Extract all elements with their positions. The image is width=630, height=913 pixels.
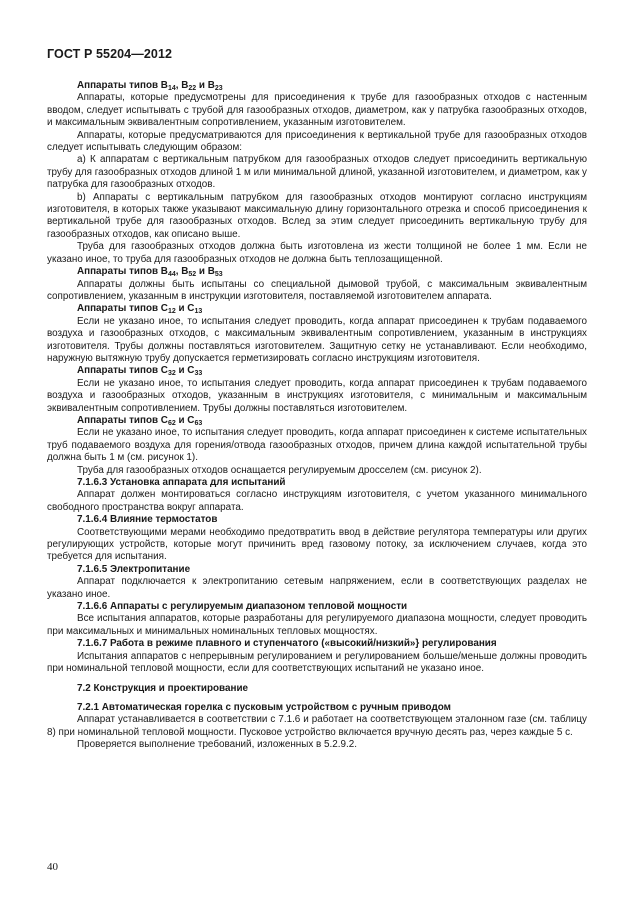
paragraph: Проверяется выполнение требований, изложенных в 5.2.9.2. [77, 739, 357, 751]
heading-7-1-6-3: 7.1.6.3 Установка аппарата для испытаний [77, 477, 286, 488]
heading-c62-c63: Аппараты типов $C_{62}$ и $C_{63}$ [77, 414, 203, 427]
paragraph: Аппарат подключается к электропитанию сетевым напряжением, если в соответствующих разделах не указано иное. [47, 576, 587, 600]
heading-7-1-6-5: 7.1.6.5 Электропитание [77, 563, 191, 575]
heading-7-1-6-6: 7.1.6.6 Аппараты с регулируемым диапазоном тепловой мощности [77, 601, 408, 613]
paragraph: Аппараты, которые предусматриваются для присоединения к вертикальной трубе для газообразных отходов следует испытывать следующим образом: [47, 129, 587, 154]
paragraph: Если не указано иное, то испытания следует проводить, когда аппарат присоединен к трубам подаваемого воздуха и газообразных отходов, указанным в инструкциях изготовителя, с минимальным и максимальным эквивалентным сопротивлением. Трубы должны поставляться изготовителем. [47, 377, 587, 414]
document-body [47, 80, 587, 752]
document-header: ГОСТ Р 55204—2012 [47, 47, 173, 61]
page-number: 40 [47, 861, 58, 873]
paragraph: Если не указано иное, то испытания следует проводить, когда аппарат присоединен к трубам подаваемого воздуха и газообразных отходов, с максимальным эквивалентным сопротивлением, указанным в инструкциях изготовителя. Трубы должны поставляться изготовителем. Защитную сетку не устанавливают. Если необходимо, наружную вытяжную трубу допускается герметизировать согласно инструкциям изготовителя. [47, 315, 587, 364]
paragraph: Аппарат устанавливается в соответствии с 7.1.6 и работает на соответствующем эталонном газе (см. таблицу 8) при номинальной тепловой мощности. Пусковое устройство включается вручную десять раз, через каждые 5 с. [47, 714, 587, 738]
list-item-a: a) К аппаратам с вертикальным патрубком для газообразных отходов следует присоединить вертикальную трубу для газообразных отходов длиной 1 м или минимальной длиной, указанной изготовителем, и диаметром, как у патрубка для газообразных отходов. [47, 154, 587, 191]
heading-7-2-1: 7.2.1 Автоматическая горелка с пусковым устройством с ручным приводом [77, 701, 451, 713]
heading-b14-b22-b23: Аппараты типов $B_{14}$, $B_{22}$ и $B_{23}$ [77, 80, 223, 92]
heading-7-1-6-7: 7.1.6.7 Работа в режиме плавного и ступенчатого («высокий/низкий»} регулирования [77, 638, 497, 650]
heading-c32-c33: Аппараты типов $C_{32}$ и $C_{33}$ [77, 365, 203, 378]
paragraph: Соответствующими мерами необходимо предотвратить ввод в действие регулятора температуры или других регулирующих устройств, которые могут причинить вред газовому потоку, за исключением случаев, когда это требуется для испытания. [47, 526, 587, 563]
paragraph: Аппараты должны быть испытаны со специальной дымовой трубой, с максимальным эквивалентным сопротивлением, указанным в инструкции изготовителя, поставляемой изготовителем аппарата. [47, 278, 587, 302]
heading-7-1-6-4: 7.1.6.4 Влияние термостатов [77, 514, 218, 526]
paragraph: Труба для газообразных отходов должна быть изготовлена из жести толщиной не более 1 мм. Если не указано иное, то труба для газообразных отходов не должна быть теплозащищенной. [47, 241, 587, 265]
paragraph: Если не указано иное, то испытания следует проводить, когда аппарат присоединен к системе испытательных труб подаваемого воздуха для горения/отвода газообразных отходов, причем длина каждой испытательной трубы должна быть 1 м (см. рисунок 1). [47, 427, 587, 464]
paragraph: Все испытания аппаратов, которые разработаны для регулируемого диапазона мощности, следует проводить при максимальных и минимальных номинальных тепловых мощностях. [47, 613, 587, 637]
paragraph: Аппарат должен монтироваться согласно инструкциям изготовителя, с учетом указанного минимального свободного пространства вокруг аппарата. [47, 489, 587, 513]
list-item-b: b) Аппараты с вертикальным патрубком для газообразных отходов монтируют согласно инструкциям изготовителя, в которых также указывают максимальную длину горизонтального отрезка и способ присоединения к вертикальной трубе для газообразных отходов. Вслед за этим следует присоединить вертикальную трубу для газообразных отходов, как описано выше. [47, 191, 587, 240]
paragraph: Аппараты, которые предусмотрены для присоединения к трубе для газообразных отходов с настенным вводом, следует испытывать с трубой для газообразных отходов, диаметром, как у патрубка газообразных отходов, и максимальным эквивалентным сопротивлением, указанным изготовителем. [47, 92, 587, 129]
paragraph: Испытания аппаратов с непрерывным регулированием и регулированием больше/меньше должны проводить при номинальной тепловой мощности, если для соответствующих испытаний не указано иное. [47, 650, 587, 675]
paragraph: Труба для газообразных отходов оснащается регулируемым дросселем (см. рисунок 2). [77, 464, 482, 476]
section-heading-7-2: 7.2 Конструкция и проектирование [77, 682, 249, 694]
heading-b44-b52-b53: Аппараты типов $B_{44}$, $B_{52}$ и $B_{53}$ [77, 266, 223, 279]
heading-c12-c13: Аппараты типов $C_{12}$ и $C_{13}$ [77, 303, 203, 316]
